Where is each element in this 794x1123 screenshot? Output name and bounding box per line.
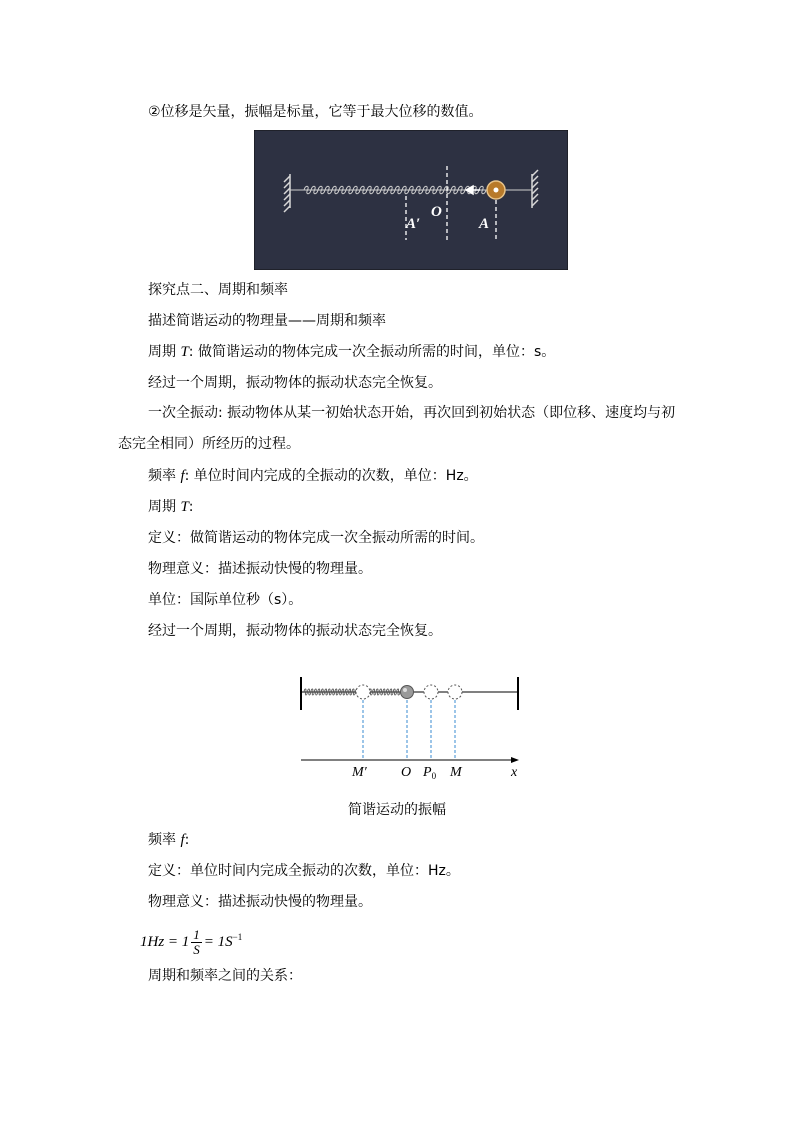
figure-caption: 简谐运动的振幅: [348, 802, 446, 818]
period-definition: 定义：做简谐运动的物体完成一次全振动所需的时间。: [148, 530, 484, 546]
label-o: O: [401, 765, 412, 780]
paragraph-period-restore: 经过一个周期，振动物体的振动状态完全恢复。: [148, 375, 442, 391]
label-a-prime: A′: [406, 216, 421, 232]
position-m-prime: [356, 685, 370, 699]
ball-highlight: [403, 688, 407, 692]
formula-fraction: [191, 928, 202, 957]
formula-exponent: −1: [232, 931, 243, 942]
section-heading: 探究点二、周期和频率: [148, 282, 288, 298]
paragraph-relation: 周期和频率之间的关系：: [148, 968, 302, 984]
heading-period: 周期 T:: [148, 499, 194, 515]
position-p0: [424, 685, 438, 699]
label-p0: $P_0$: [423, 765, 437, 781]
frequency-meaning: 物理意义：描述振动快慢的物理量。: [148, 894, 372, 910]
position-m: [448, 685, 462, 699]
unit-formula: [140, 928, 242, 957]
formula-numerator: 1: [193, 927, 200, 942]
oscillator-ball: [401, 686, 414, 699]
x-axis-arrow-icon: [511, 757, 519, 763]
label-a: A: [479, 216, 490, 232]
ball-center: [494, 188, 499, 193]
spring-oscillator-figure: [254, 130, 568, 270]
paragraph-period-def: 周期 T: 做简谐运动的物体完成一次全振动所需的时间，单位：s。: [148, 344, 556, 360]
heading-frequency: 频率 f:: [148, 832, 190, 848]
frequency-definition: 定义：单位时间内完成全振动的次数，单位：Hz。: [148, 863, 460, 879]
label-x: x: [511, 765, 518, 780]
label-m-prime: M′: [352, 765, 367, 780]
period-meaning: 物理意义：描述振动快慢的物理量。: [148, 561, 372, 577]
formula-lhs: 1Hz = 1: [140, 933, 190, 950]
label-m: M: [450, 765, 462, 780]
formula-denominator: S: [193, 942, 200, 957]
label-o: O: [431, 204, 442, 220]
period-unit: 单位：国际单位秒（s）。: [148, 592, 303, 608]
paragraph-intro: 描述简谐运动的物理量——周期和频率: [148, 313, 386, 329]
period-restore: 经过一个周期，振动物体的振动状态完全恢复。: [148, 623, 442, 639]
amplitude-figure: [290, 672, 530, 784]
formula-rhs: = 1S: [203, 933, 233, 950]
paragraph-frequency-def: 频率 f: 单位时间内完成的全振动的次数，单位：Hz。: [148, 468, 478, 484]
figure-background: [254, 130, 568, 270]
paragraph-displacement-note: ②位移是矢量，振幅是标量，它等于最大位移的数值。: [148, 104, 483, 120]
paragraph-full-vibration: 一次全振动: 振动物体从某一初始状态开始，再次回到初始状态（即位移、速度均与初态完全相同）所经历的过程。: [118, 405, 676, 452]
